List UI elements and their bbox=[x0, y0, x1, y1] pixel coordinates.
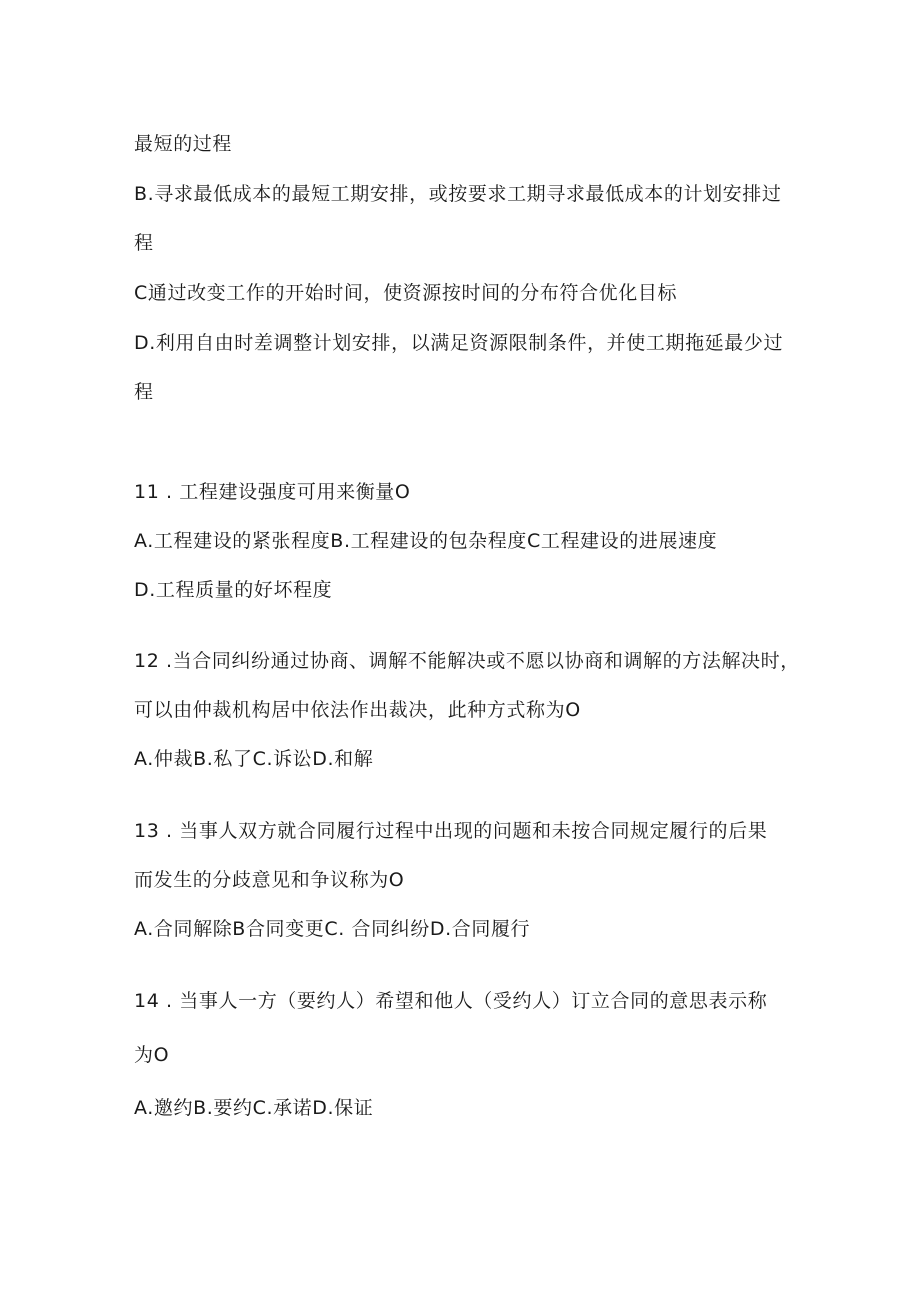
q12-stem-line1: 12 .当合同纠纷通过协商、调解不能解决或不愿以协商和调解的方法解决时， bbox=[134, 650, 800, 672]
prev-option-b-line1: B.寻求最低成本的最短工期安排，或按要求工期寻求最低成本的计划安排过 bbox=[134, 183, 782, 205]
prev-option-d-line1: D.利用自由时差调整计划安排，以满足资源限制条件，并使工期拖延最少过 bbox=[134, 332, 784, 354]
q11-options-line2: D.工程质量的好坏程度 bbox=[134, 579, 333, 601]
q14-options: A.邀约B.要约C.承诺D.保证 bbox=[134, 1097, 374, 1119]
q14-stem-line2: 为O bbox=[134, 1044, 170, 1066]
q14-stem-line1: 14 . 当事人一方（要约人）希望和他人（受约人）订立合同的意思表示称 bbox=[134, 990, 768, 1012]
q12-stem-line2: 可以由仲裁机构居中依法作出裁决，此种方式称为O bbox=[134, 699, 581, 721]
q13-stem-line1: 13 . 当事人双方就合同履行过程中出现的问题和未按合同规定履行的后果 bbox=[134, 820, 768, 842]
q12-options: A.仲裁B.私了C.诉讼D.和解 bbox=[134, 748, 374, 770]
prev-option-c: C通过改变工作的开始时间，使资源按时间的分布符合优化目标 bbox=[134, 282, 678, 304]
q13-options: A.合同解除B合同变更C. 合同纠纷D.合同履行 bbox=[134, 918, 531, 940]
prev-option-b-line2: 程 bbox=[134, 232, 154, 254]
prev-option-d-line2: 程 bbox=[134, 381, 154, 403]
q13-stem-line2: 而发生的分歧意见和争议称为O bbox=[134, 869, 405, 891]
q11-options-line1: A.工程建设的紧张程度B.工程建设的包杂程度C工程建设的进展速度 bbox=[134, 530, 718, 552]
prev-question-continuation: 最短的过程 bbox=[134, 133, 233, 155]
q11-stem: 11 . 工程建设强度可用来衡量O bbox=[134, 481, 411, 503]
